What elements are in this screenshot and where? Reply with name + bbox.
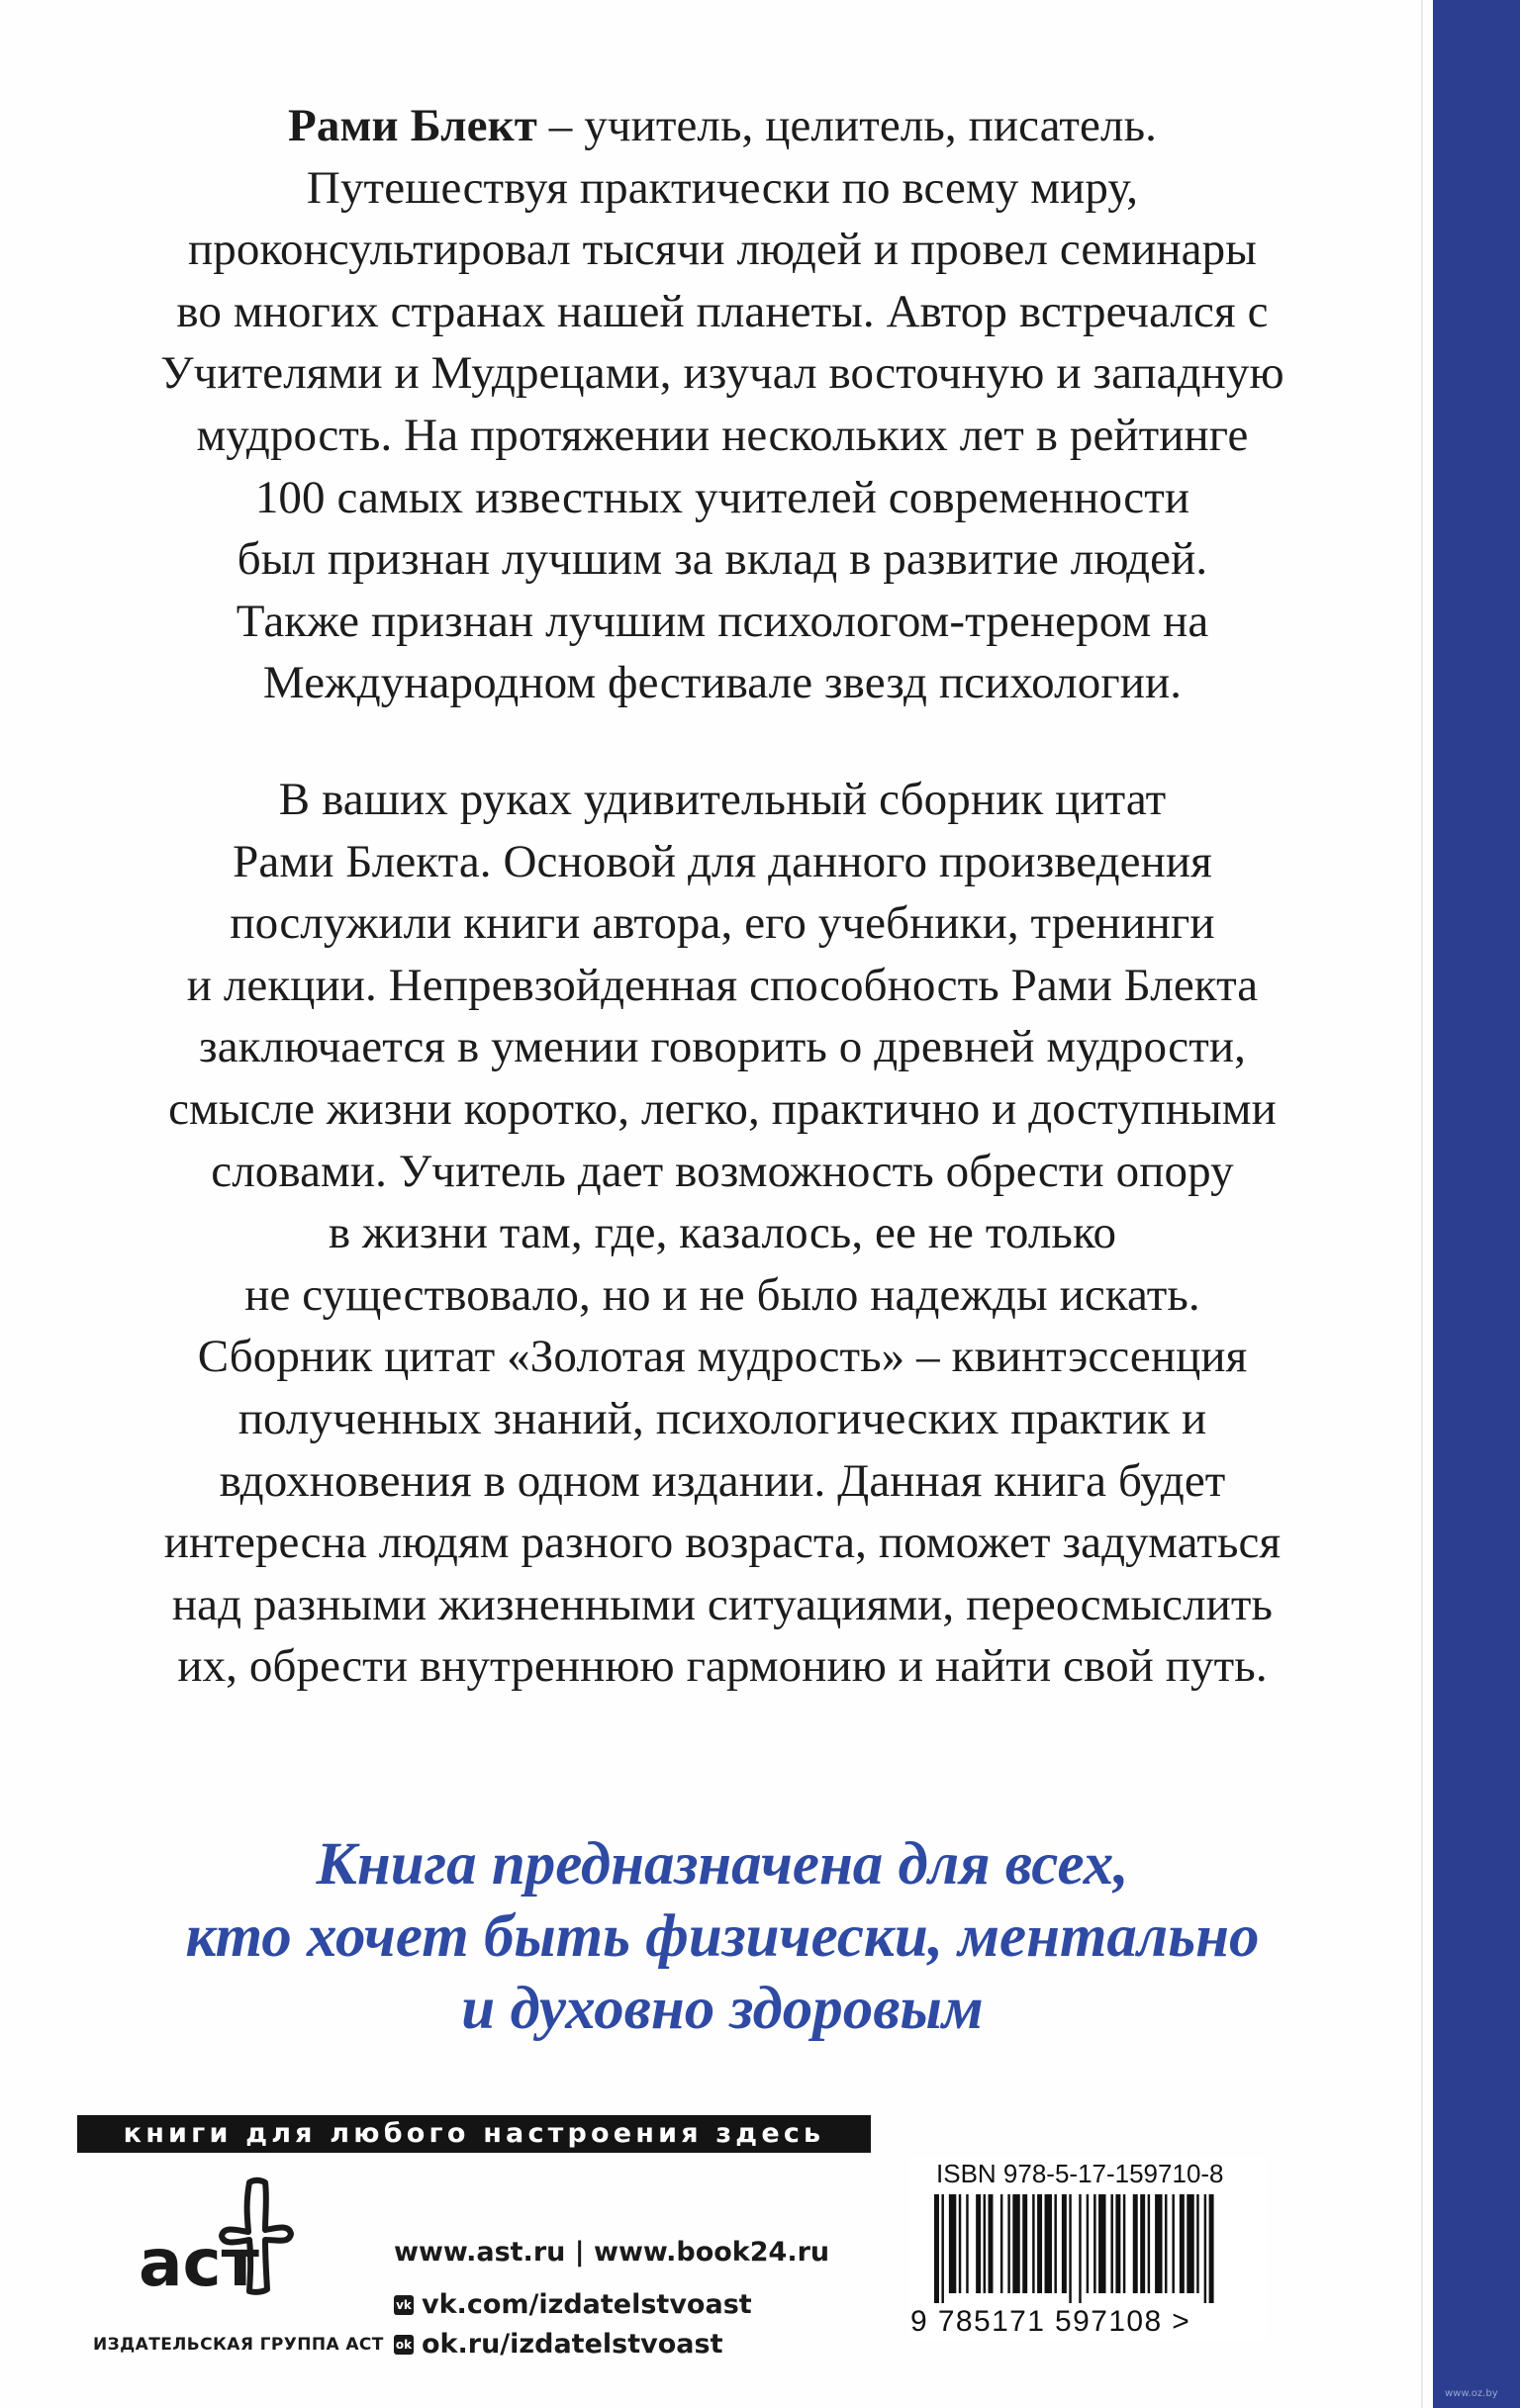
tagline-line: кто хочет быть физически, ментально <box>185 1903 1260 1970</box>
barcode-bar <box>966 2194 968 2293</box>
description-line: Рами Блекта. Основой для данного произведения <box>233 835 1212 887</box>
barcode <box>934 2194 1221 2303</box>
bio-line: Также признан лучшим психологом-тренером на <box>236 595 1209 647</box>
barcode-bar <box>1007 2194 1009 2293</box>
publisher-name: ИЗДАТЕЛЬСКАЯ ГРУППА АСТ <box>93 2335 384 2355</box>
description-line: словами. Учитель дает возможность обрести опору <box>211 1145 1234 1197</box>
barcode-bar <box>1000 2194 1002 2293</box>
barcode-bar <box>1045 2194 1052 2293</box>
barcode-bar <box>1079 2194 1081 2303</box>
isbn-label: ISBN 978-5-17-159710-8 <box>936 2159 1224 2188</box>
barcode-bar <box>984 2194 986 2293</box>
description-line: и лекции. Непревзойденная способность Рами Блекта <box>186 959 1259 1011</box>
description-line: над разными жизненными ситуациями, переосмыслить <box>171 1578 1274 1630</box>
barcode-bar <box>959 2194 961 2293</box>
barcode-bar <box>1172 2194 1174 2293</box>
description-line: в жизни там, где, казалось, ее не только <box>328 1207 1117 1259</box>
barcode-bar <box>1098 2194 1105 2293</box>
ast-logo <box>129 2175 327 2303</box>
barcode-bar <box>1069 2194 1071 2303</box>
vk-link[interactable] <box>394 2287 889 2323</box>
description-line: полученных знаний, психологических практик и <box>238 1392 1207 1444</box>
bio-line: проконсультировал тысячи людей и провел семинары <box>188 224 1257 276</box>
barcode-bar <box>1123 2194 1125 2293</box>
barcode-bar <box>1054 2194 1056 2293</box>
description-line: интересна людям разного возраста, поможет задуматься <box>163 1517 1282 1569</box>
barcode-bar <box>1148 2194 1150 2293</box>
barcode-bar <box>1115 2194 1120 2293</box>
bio-line: во многих странах нашей планеты. Автор встречался с <box>176 285 1269 337</box>
barcode-bar <box>1093 2194 1095 2293</box>
barcode-bar <box>1187 2194 1193 2293</box>
ok-link[interactable] <box>394 2327 889 2362</box>
bio-line: Путешествуя практически по всему миру, <box>306 161 1139 214</box>
barcode-bar <box>1209 2194 1214 2303</box>
vk-link-text: vk.com/izdatelstvoast <box>422 2289 752 2320</box>
barcode-digits: 9 785171 597108 > <box>910 2305 1191 2338</box>
barcode-bar <box>1037 2194 1042 2293</box>
barcode-bar <box>1180 2194 1185 2293</box>
barcode-bar <box>1022 2194 1027 2293</box>
bio-line: Международном фестивале звезд психологии. <box>262 657 1183 709</box>
websites-link[interactable]: www.ast.ru | www.book24.ru <box>394 2237 830 2268</box>
barcode-bar <box>941 2194 943 2303</box>
slogan-bar: книги для любого настроения здесь <box>77 2115 871 2153</box>
audience-tagline <box>40 1828 1405 2045</box>
description-line: вдохновения в одном издании. Данная книга будет <box>219 1454 1226 1507</box>
tagline-line: и духовно здоровым <box>461 1976 984 2042</box>
description-line: не существовало, но и не было надежды искать. <box>244 1268 1200 1321</box>
book-description <box>40 769 1405 1698</box>
barcode-bar <box>1204 2194 1206 2303</box>
logo-text: аст <box>139 2225 259 2301</box>
barcode-bar <box>1062 2194 1067 2293</box>
barcode-bar <box>1012 2194 1019 2293</box>
tagline-line: Книга предназначена для всех, <box>316 1831 1129 1898</box>
bio-line: мудрость. На протяжении нескольких лет в рейтинге <box>196 409 1249 461</box>
barcode-bar <box>1140 2194 1145 2293</box>
description-line: смысле жизни коротко, легко, практично и доступными <box>168 1082 1277 1135</box>
barcode-bar <box>1032 2194 1034 2293</box>
barcode-bar <box>1165 2194 1167 2293</box>
ok-icon: ok <box>394 2335 414 2355</box>
barcode-bar <box>989 2194 994 2293</box>
barcode-bar <box>1133 2194 1138 2293</box>
watermark: www.oz.by <box>1445 2388 1498 2399</box>
spine-stripe <box>1433 0 1520 2408</box>
description-line: Сборник цитат «Золотая мудрость» – квинтэссенция <box>197 1331 1248 1383</box>
author-bio <box>40 95 1405 714</box>
barcode-bar <box>976 2194 981 2293</box>
barcode-bar <box>1110 2194 1112 2293</box>
ok-link-text: ok.ru/izdatelstvoast <box>422 2329 723 2360</box>
cover-edge-line <box>1421 0 1423 2408</box>
author-name: Рами Блект <box>288 100 537 151</box>
barcode-bar <box>1155 2194 1162 2293</box>
barcode-bar <box>949 2194 956 2293</box>
author-roles: – учитель, целитель, писатель. <box>536 100 1157 151</box>
barcode-bar <box>934 2194 939 2303</box>
barcode-bar <box>1087 2194 1089 2293</box>
bio-line: 100 самых известных учителей современности <box>254 471 1190 523</box>
bio-line: Учителями и Мудрецами, изучал восточную и западную <box>160 347 1284 400</box>
vk-icon: vk <box>394 2295 414 2315</box>
publisher-links <box>394 2236 889 2366</box>
bio-line <box>40 95 1405 157</box>
description-line: В ваших руках удивительный сборник цитат <box>278 774 1167 825</box>
bio-line: был признан лучшим за вклад в развитие людей. <box>237 533 1208 586</box>
isbn-barcode-box <box>910 2157 1267 2341</box>
description-line: заключается в умении говорить о древней мудрости, <box>199 1021 1246 1073</box>
description-line: послужили книги автора, его учебники, тренинги <box>230 897 1215 950</box>
description-line: их, обрести внутреннюю гармонию и найти свой путь. <box>177 1640 1268 1693</box>
barcode-bar <box>1196 2194 1198 2293</box>
